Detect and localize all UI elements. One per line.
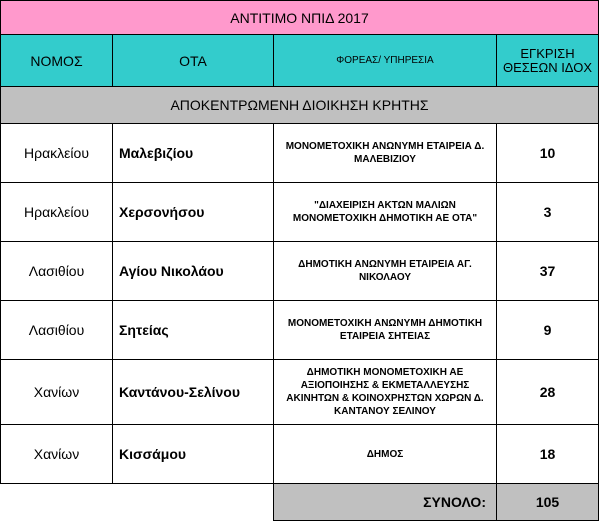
table-row: [1, 360, 599, 425]
total-spacer: [1, 484, 274, 521]
cell-foreas: ΜΟΝΟΜΕΤΟΧΙΚΗ ΑΝΩΝΥΜΗ ΔΗΜΟΤΙΚΗ ΕΤΑΙΡΕΙΑ ΣΗΤΕΙΑΣ: [274, 301, 497, 360]
title-row: [1, 1, 599, 35]
header-nomos: ΝΟΜΟΣ: [1, 35, 113, 87]
cell-nomos: Χανίων: [1, 360, 113, 425]
total-label: ΣΥΝΟΛΟ:: [274, 484, 497, 521]
total-value: 105: [497, 484, 599, 521]
cell-ota: Αγίου Νικολάου: [113, 242, 274, 301]
header-egkrisi: ΕΓΚΡΙΣΗ ΘΕΣΕΩΝ ΙΔΟΧ: [497, 35, 599, 87]
table-row: [1, 425, 599, 484]
cell-foreas: ΔΗΜΟΤΙΚΗ ΑΝΩΝΥΜΗ ΕΤΑΙΡΕΙΑ ΑΓ. ΝΙΚΟΛΑΟΥ: [274, 242, 497, 301]
cell-egkrisi: 10: [497, 124, 599, 183]
header-foreas: ΦΟΡΕΑΣ/ ΥΠΗΡΕΣΙΑ: [274, 35, 497, 87]
cell-ota: Μαλεβιζίου: [113, 124, 274, 183]
cell-nomos: Λασιθίου: [1, 242, 113, 301]
table-row: [1, 124, 599, 183]
cell-foreas: "ΔΙΑΧΕΙΡΙΣΗ ΑΚΤΩΝ ΜΑΛΙΩΝ ΜΟΝΟΜΕΤΟΧΙΚΗ ΔΗΜΟΤΙΚΗ ΑΕ ΟΤΑ": [274, 183, 497, 242]
header-ota: ΟΤΑ: [113, 35, 274, 87]
table-row: [1, 183, 599, 242]
cell-egkrisi: 9: [497, 301, 599, 360]
cell-nomos: Ηρακλείου: [1, 124, 113, 183]
cell-ota: Κισσάμου: [113, 425, 274, 484]
cell-nomos: Χανίων: [1, 425, 113, 484]
cell-foreas: ΜΟΝΟΜΕΤΟΧΙΚΗ ΑΝΩΝΥΜΗ ΕΤΑΙΡΕΙΑ Δ. ΜΑΛΕΒΙΖΙΟΥ: [274, 124, 497, 183]
cell-nomos: Ηρακλείου: [1, 183, 113, 242]
cell-nomos: Λασιθίου: [1, 301, 113, 360]
total-row: [1, 484, 599, 521]
cell-egkrisi: 28: [497, 360, 599, 425]
table-row: [1, 242, 599, 301]
cell-foreas: ΔΗΜΟΤΙΚΗ ΜΟΝΟΜΕΤΟΧΙΚΗ ΑΕ ΑΞΙΟΠΟΙΗΣΗΣ & ΕΚΜΕΤΑΛΛΕΥΣΗΣ ΑΚΙΝΗΤΩΝ & ΚΟΙΝΟΧΡΗΣΤΩΝ ΧΩΡΩΝ Δ. ΚΑΝΤΑΝΟΥ ΣΕΛΙΝΟΥ: [274, 360, 497, 425]
cell-egkrisi: 37: [497, 242, 599, 301]
cell-ota: Σητείας: [113, 301, 274, 360]
region-label: ΑΠΟΚΕΝΤΡΩΜΕΝΗ ΔΙΟΙΚΗΣΗ ΚΡΗΤΗΣ: [1, 87, 599, 124]
table-row: [1, 301, 599, 360]
cell-egkrisi: 3: [497, 183, 599, 242]
cell-ota: Χερσονήσου: [113, 183, 274, 242]
cell-foreas: ΔΗΜΟΣ: [274, 425, 497, 484]
region-row: [1, 87, 599, 124]
cell-ota: Καντάνου-Σελίνου: [113, 360, 274, 425]
table-title: ΑΝΤΙΤΙΜΟ ΝΠΙΔ 2017: [1, 1, 599, 35]
cell-egkrisi: 18: [497, 425, 599, 484]
header-row: [1, 35, 599, 87]
